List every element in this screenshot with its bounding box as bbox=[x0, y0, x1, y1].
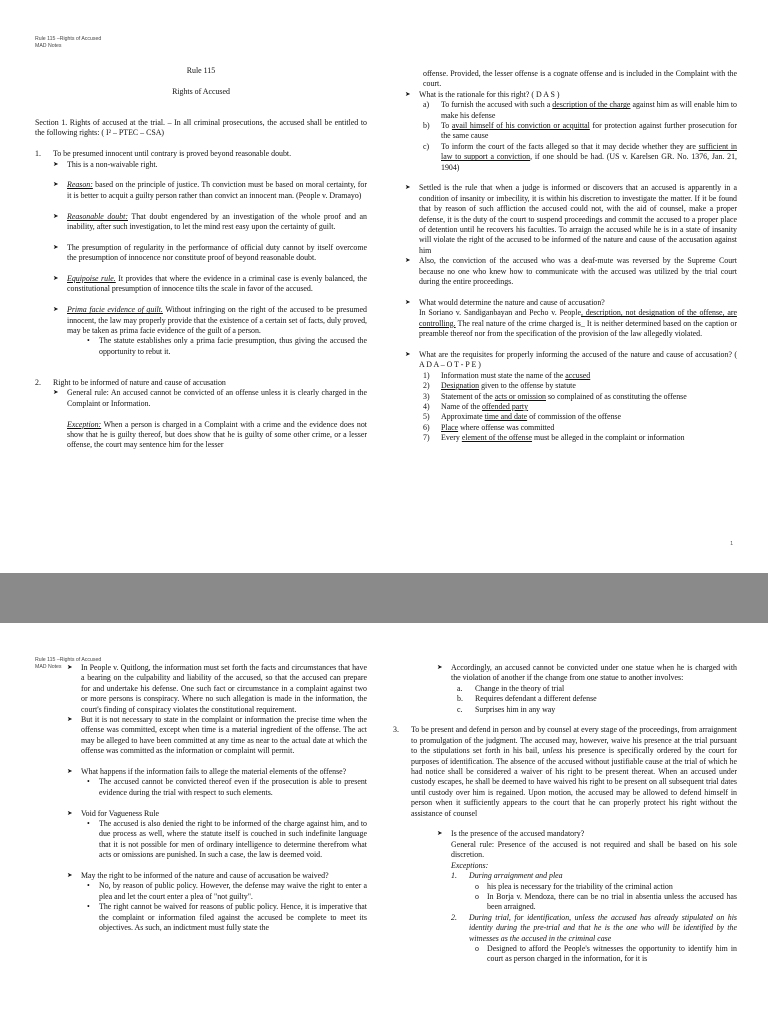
arrow-bullet-icon: ➤ bbox=[67, 768, 73, 776]
list-item: ➤ What are the requisites for properly informing the accused of the nature and cause of accusation? ( A D A – O T - P E ) bbox=[405, 349, 737, 370]
list-item: ➤ What is the rationale for this right? ( D A S ) bbox=[405, 89, 560, 99]
circle-bullet-icon: o bbox=[475, 881, 479, 891]
page2-left-column bbox=[35, 663, 367, 934]
list-item: o In Borja v. Mendoza, there can be no trial in absentia unless the accused has been arraigned. bbox=[475, 891, 737, 912]
arrow-bullet-icon: ➤ bbox=[405, 90, 411, 98]
arrow-bullet-icon: ➤ bbox=[67, 809, 73, 817]
arrow-bullet-icon: ➤ bbox=[53, 160, 59, 168]
continued-paragraph: offense. Provided, the lesser offense is a cognate offense and is included in the Complaint with the court. bbox=[423, 69, 737, 89]
dot-bullet-icon: • bbox=[87, 881, 90, 891]
arrow-bullet-icon: ➤ bbox=[53, 243, 59, 251]
list-item: b. Requires defendant a different defense bbox=[457, 694, 597, 704]
arrow-bullet-icon: ➤ bbox=[67, 716, 73, 724]
circle-bullet-icon: o bbox=[475, 943, 479, 953]
list-item: • The accused is also denied the right to be informed of the charge against him, and to due process as well, where the statute itself is couched in such indefinite language that it is not possible for men of ordinary intelligence to determine therefrom what acts or omissions are punished. In such a case, the law is deemed void. bbox=[87, 819, 367, 860]
circle-bullet-icon: o bbox=[475, 891, 479, 901]
dot-bullet-icon: • bbox=[87, 902, 90, 912]
exception-paragraph: Exception: When a person is charged in a Complaint with a crime and the evidence does not show that he is guilty thereof, but does show that he is guilty of some other crime, or a lesser offense, the court may sentence him for the lesser bbox=[67, 419, 367, 450]
list-item: o his plea is necessary for the triability of the criminal action bbox=[475, 881, 673, 891]
list-item: 2. During trial, for identification, unless the accused has already stipulated on his identity during the pre-trial and that he is the one who will be identified by the witnesses as the accused in the criminal case bbox=[451, 912, 737, 943]
list-item: ➤ Also, the conviction of the accused who was a deaf-mute was reversed by the Supreme Court because no one who knew how to communicate with the accused was utilized by the trial court during the entire proceedings. bbox=[405, 256, 737, 287]
list-item: 6) Place where offense was committed bbox=[423, 422, 555, 432]
right-1: 1. To be presumed innocent until contrary is proved beyond reasonable doubt. bbox=[35, 149, 292, 159]
arrow-bullet-icon: ➤ bbox=[405, 184, 411, 192]
dot-bullet-icon: • bbox=[87, 336, 90, 346]
running-header: Rule 115 –Rights of Accused MAD Notes bbox=[35, 36, 102, 49]
page2-right-column bbox=[393, 663, 738, 965]
list-item: ➤ What would determine the nature and cause of accusation? In Soriano v. Sandiganbayan and Pecho v. People, description, not designation of the offense, are controlling. The real nature of the crime charged is_ It is neither determined based on the caption or preamble thereof nor from the specification of the provision of the law allegedly violated. bbox=[405, 297, 737, 339]
arrow-bullet-icon: ➤ bbox=[53, 389, 59, 397]
list-item: 5) Approximate time and date of commission of the offense bbox=[423, 412, 621, 422]
list-item: ➤ Prima facie evidence of guilt. Without infringing on the right of the accused to be presumed innocent, the law may properly provide that the existence of a certain set of facts, duly proved, may be taken as prima facie evidence of the guilt of a person. bbox=[53, 305, 368, 336]
list-item: 1. During arraignment and plea bbox=[451, 871, 563, 881]
list-item: • The right cannot be waived for reasons of public policy. Hence, it is imperative that the complaint or information filed against the accused be complete to meet its objectives. As such, an indictment must fully state the bbox=[87, 902, 367, 933]
right-3: 3. To be present and defend in person and by counsel at every stage of the proceedings, from arraignment to promulgation of the judgment. The accused may, however, waive his presence at the trial pursuant to the stipulations set forth in his bail, unless his presence is specifically ordered by the court for purposes of identification. The absence of the accused without justifiable cause at the trial of which he had notice shall be considered a waiver of his right to be present thereat. When an accused under custody escapes, he shall be deemed to have waived his right to be present on all subsequent trial dates until custody over him is regained. Upon motion, the accused may be allowed to defend himself in person when it sufficiently appears to the court that he can properly protect his right without the assistance of counsel bbox=[393, 725, 738, 818]
list-item: ➤ Accordingly, an accused cannot be convicted under one statue when he is charged with the violation of another if the change from one statue to another involves: bbox=[437, 663, 737, 683]
list-item: ➤ The presumption of regularity in the performance of official duty cannot by itself overcome the presumption of innocence nor constitute proof of beyond reasonable doubt. bbox=[53, 242, 367, 263]
arrow-bullet-icon: ➤ bbox=[437, 664, 443, 671]
list-item: 4) Name of the offended party bbox=[423, 401, 529, 411]
list-item: a) To furnish the accused with such a description of the charge against him as will enable him to make his defense bbox=[423, 100, 737, 120]
list-item: • The accused cannot be convicted thereof even if the prosecution is able to present evidence during the trial with respect to such elements. bbox=[87, 777, 367, 797]
arrow-bullet-icon: ➤ bbox=[53, 212, 59, 220]
list-item: ➤ Void for Vagueness Rule bbox=[67, 808, 159, 818]
list-item: ➤ This is a non-waivable right. bbox=[53, 159, 158, 169]
list-item: 3) Statement of the acts or omission so complained of as constituting the offense bbox=[423, 391, 687, 401]
arrow-bullet-icon: ➤ bbox=[437, 830, 443, 838]
arrow-bullet-icon: ➤ bbox=[67, 872, 73, 880]
page-title: Rule 115 bbox=[186, 66, 216, 75]
list-item: o Designed to afford the People's witnesses the opportunity to identify him in court as person charged in the information, for it is bbox=[475, 943, 737, 964]
page-subtitle: Rights of Accused bbox=[172, 86, 230, 96]
page-number: 1 bbox=[730, 541, 733, 547]
page1-left-column bbox=[35, 66, 367, 451]
running-header: Rule 115 –Rights of Accused MAD Notes bbox=[35, 657, 102, 670]
arrow-bullet-icon: ➤ bbox=[67, 664, 73, 671]
arrow-bullet-icon: ➤ bbox=[53, 181, 59, 189]
list-item: b) To avail himself of his conviction or acquittal for protection against further prosecution for the same cause bbox=[423, 121, 737, 141]
list-item: ➤ In People v. Quitlong, the information must set forth the facts and circumstances that have a bearing on the culpability and liability of the accused, so that the accused can prepare for and undertake his defense. One such fact or circumstance in a complaint against two or more persons is conspiracy. Where no such allegation is made in the information, the court's finding of conspiracy violates the constitutional requirement. bbox=[67, 663, 367, 714]
arrow-bullet-icon: ➤ bbox=[405, 298, 411, 306]
list-item: 7) Every element of the offense must be alleged in the complaint or information bbox=[423, 433, 685, 443]
list-item: 2) Designation given to the offense by statute bbox=[423, 381, 576, 391]
list-item: c. Surprises him in any way bbox=[457, 704, 556, 714]
dot-bullet-icon: • bbox=[87, 819, 90, 829]
page1-right-column bbox=[405, 69, 737, 444]
arrow-bullet-icon: ➤ bbox=[405, 257, 411, 265]
list-item: c) To inform the court of the facts alleged so that it may decide whether they are sufficient in law to support a conviction, if one should be had. (US v. Karelsen GR. No. 1376, Jan. 21, 1904) bbox=[423, 141, 737, 172]
list-item: • No, by reason of public policy. However, the defense may waive the right to enter a plea and let the court enter a plea of "not guilty". bbox=[87, 881, 367, 901]
statute-change-list bbox=[457, 684, 737, 715]
list-item: ➤ What happens if the information fails to allege the material elements of the offense? bbox=[67, 767, 347, 777]
list-item: ➤ Reason: based on the principle of justice. Th conviction must be based on moral certainty, for it is better to acquit a guilty person rather than convict an innocent man. (People v. Dramayo) bbox=[53, 180, 367, 200]
list-item: ➤ May the right to be informed of the nature and cause of accusation be waived? bbox=[67, 871, 329, 881]
right-2: 2. Right to be informed of nature and cause of accusation bbox=[35, 378, 226, 388]
list-item: 1) Information must state the name of the accused bbox=[423, 370, 591, 380]
list-item: ➤ Is the presence of the accused mandatory? General rule: Presence of the accused is not required and shall be based on his sole discretion. Exceptions: bbox=[437, 829, 737, 870]
list-item: • The statute establishes only a prima facie presumption, thus giving the accused the opportunity to rebut it. bbox=[87, 336, 367, 356]
list-item: ➤ Settled is the rule that when a judge is informed or discovers that an accused is apparently in a condition of insanity or imbecility, it is within his discretion to investigate the matter. If it be found that by reason of such affliction the accused could not, with the aid of counsel, make a proper defense, it is the duty of the court to suspend proceedings and commit the accused to a proper place of detention until he recovers his faculties. To arraign the accused while he is in a state of insanity will violate the right of the accused to be informed of the nature and cause of the accusation against him bbox=[405, 183, 737, 255]
list-item: ➤ Equipoise rule. It provides that where the evidence in a criminal case is evenly balanced, the constitutional presumption of innocence tilts the scale in favor of the accused. bbox=[53, 274, 367, 294]
list-item: ➤ But it is not necessary to state in the complaint or information the precise time when the offense was committed, except when time is a material ingredient of the offense. The act may be alleged to have been committed at any time as near to the actual date at which the offense was committed as the information or complaint will permit. bbox=[67, 715, 367, 756]
document-page-2 bbox=[0, 623, 768, 1024]
list-item: a. Change in the theory of trial bbox=[457, 683, 565, 693]
section-1: Section 1. Rights of accused at the trial. – In all criminal prosecutions, the accused shall be entitled to the following rights: ( I² – PTEC – CSA) bbox=[35, 118, 367, 138]
list-item: ➤ General rule: An accused cannot be convicted of an offense unless it is clearly charged in the Complaint or Information. bbox=[53, 388, 367, 408]
list-item: ➤ Reasonable doubt: That doubt engendered by an investigation of the whole proof and an inability, after such investigation, to let the mind rest easy upon the certainty of guilt. bbox=[53, 211, 367, 232]
arrow-bullet-icon: ➤ bbox=[53, 306, 59, 314]
requisites-list bbox=[423, 371, 737, 444]
arrow-bullet-icon: ➤ bbox=[405, 350, 411, 358]
arrow-bullet-icon: ➤ bbox=[53, 275, 59, 283]
dot-bullet-icon: • bbox=[87, 777, 90, 787]
